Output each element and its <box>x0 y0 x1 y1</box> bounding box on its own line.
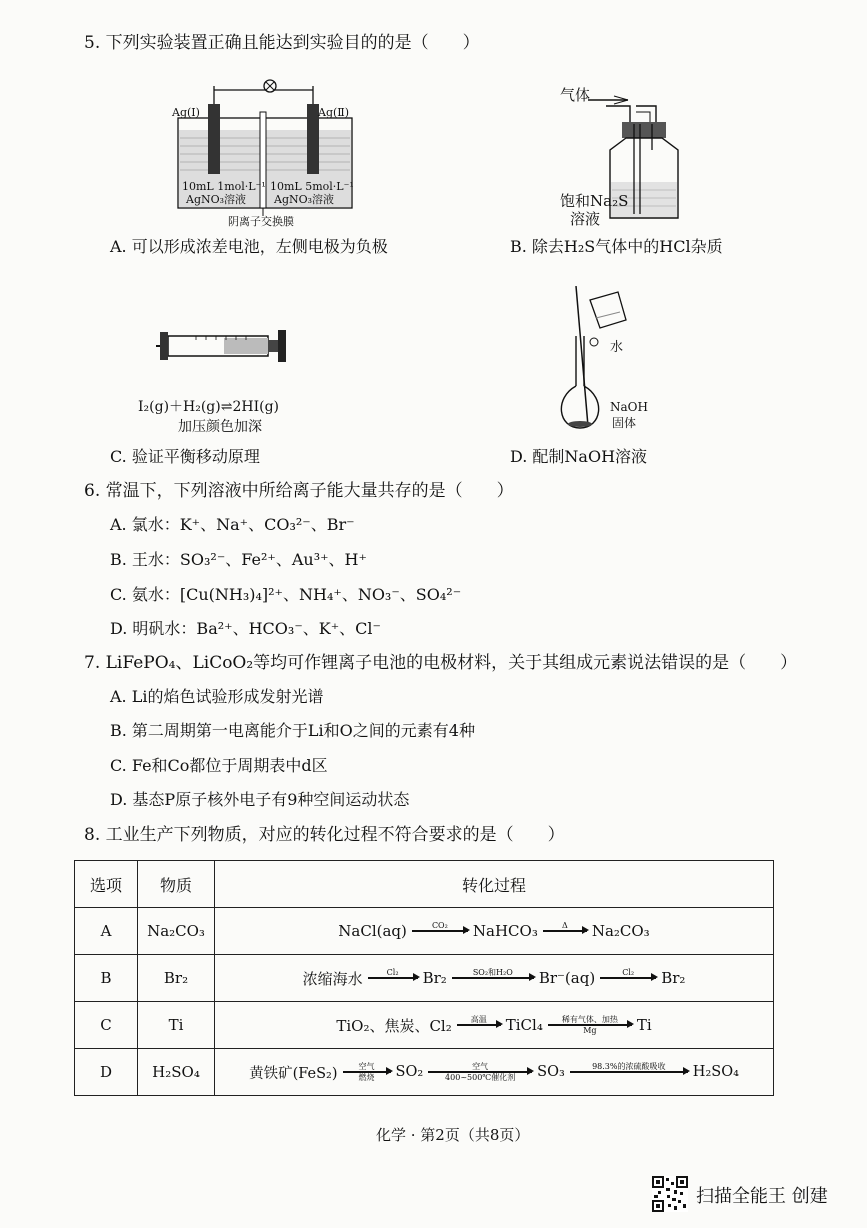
label-left-electrode: Ag(Ⅰ) <box>172 106 200 119</box>
arrow-label: Cl₂ <box>386 968 399 978</box>
arrow <box>570 1062 688 1081</box>
table-row <box>75 1002 774 1049</box>
label-water: 水 <box>610 340 624 355</box>
q6-option-c: C. 氨水：[Cu(NH₃)₄]²⁺、NH₄⁺、NO₃⁻、SO₄²⁻ <box>110 585 462 604</box>
row-b-s0: 浓缩海水 <box>302 969 363 988</box>
label-na2s: 饱和Na₂S <box>560 192 629 210</box>
q6-option-b: B. 王水：SO₃²⁻、Fe²⁺、Au³⁺、H⁺ <box>110 550 367 569</box>
beaker <box>590 292 626 328</box>
arrow-label: 98.3%的浓硫酸吸收 <box>592 1062 666 1072</box>
row-b-s3: Br₂ <box>661 969 686 987</box>
header-process: 转化过程 <box>215 861 774 908</box>
arrow <box>368 968 418 987</box>
arrow-label: 高温 <box>470 1015 487 1025</box>
label-left-solution: AgNO₃溶液 <box>186 193 247 206</box>
figure-concentration-cell <box>170 72 360 232</box>
row-c-substance: Ti <box>138 1002 215 1049</box>
row-d-s0: 黄铁矿(FeS₂) <box>249 1065 338 1082</box>
q5-option-c: C. 验证平衡移动原理 <box>110 447 260 466</box>
arrow <box>457 1015 501 1034</box>
table-header-row <box>75 861 774 908</box>
q7-option-c: C. Fe和Co都位于周期表中d区 <box>110 756 328 775</box>
label-na2s-solution: 溶液 <box>570 210 601 228</box>
row-c-process <box>215 1002 774 1049</box>
figure-syringe <box>156 326 296 370</box>
arrow-label: Cl₂ <box>622 968 635 978</box>
label-naoh-solid: 固体 <box>612 416 637 430</box>
arrow-label: 稀有气体、加热 <box>561 1015 618 1025</box>
arrow <box>543 921 587 940</box>
arrow-label: CO₂ <box>431 921 448 931</box>
arrow <box>600 968 656 987</box>
q7-stem: 7. LiFePO₄、LiCoO₂等均可作锂离子电池的电极材料，关于其组成元素说法错误的是（ ） <box>84 653 798 673</box>
label-left-solution-conc: 10mL 1mol·L⁻¹ <box>182 180 266 193</box>
row-d-substance: H₂SO₄ <box>138 1049 215 1096</box>
label-pressure-color: 加压颜色加深 <box>178 419 262 435</box>
row-b-option: B <box>75 955 138 1002</box>
qr-code-icon <box>652 1176 688 1212</box>
arrow-label: Δ <box>561 921 568 931</box>
glass-rod <box>576 286 588 426</box>
row-b-s2: Br⁻(aq) <box>538 969 596 987</box>
arrow-label: 空气 <box>358 1062 375 1072</box>
arrow-label: SO₂和H₂O <box>472 968 513 978</box>
row-a-s2: Na₂CO₃ <box>591 922 650 940</box>
q6-option-d: D. 明矾水：Ba²⁺、HCO₃⁻、K⁺、Cl⁻ <box>110 619 381 638</box>
label-right-solution: AgNO₃溶液 <box>274 193 335 206</box>
q5-option-a: A. 可以形成浓差电池，左侧电极为负极 <box>110 237 388 256</box>
header-substance: 物质 <box>138 861 215 908</box>
row-a-s1: NaHCO₃ <box>472 922 538 940</box>
row-b-s1: Br₂ <box>422 969 447 987</box>
row-d-option: D <box>75 1049 138 1096</box>
label-membrane: 阴离子交换膜 <box>228 215 294 228</box>
row-a-substance: Na₂CO₃ <box>138 908 215 955</box>
row-a-s0: NaCl(aq) <box>338 922 407 940</box>
arrow <box>428 1062 532 1081</box>
row-b-process <box>215 955 774 1002</box>
row-c-s1: TiCl₄ <box>505 1016 543 1034</box>
label-right-electrode: Ag(Ⅱ) <box>318 106 350 119</box>
arrow-label-below: 燃烧 <box>358 1072 375 1082</box>
arrow <box>548 1015 632 1034</box>
row-d-s2: SO₃ <box>537 1064 565 1080</box>
arrow-label-below: Mg <box>583 1025 597 1035</box>
row-a-process <box>215 908 774 955</box>
arrow-label-below: 400~500℃催化剂 <box>445 1072 516 1082</box>
arrow <box>343 1062 391 1081</box>
page-footer: 化学 · 第2页（共8页） <box>376 1126 530 1144</box>
q7-option-a: A. Li的焰色试验形成发射光谱 <box>110 687 324 706</box>
arrow-label: 空气 <box>472 1062 489 1072</box>
row-b-substance: Br₂ <box>138 955 215 1002</box>
row-c-option: C <box>75 1002 138 1049</box>
q5-option-b: B. 除去H₂S气体中的HCl杂质 <box>510 237 723 256</box>
row-a-option: A <box>75 908 138 955</box>
row-c-s0: TiO₂、焦炭、Cl₂ <box>336 1016 452 1035</box>
table-row <box>75 908 774 955</box>
q5-option-d: D. 配制NaOH溶液 <box>510 447 648 466</box>
row-c-s2: Ti <box>636 1016 652 1034</box>
table-row <box>75 955 774 1002</box>
arrow <box>412 921 468 940</box>
label-right-solution-conc: 10mL 5mol·L⁻¹ <box>270 180 354 193</box>
equation-hi: I₂(g)＋H₂(g)⇌2HI(g) <box>138 399 279 415</box>
q7-option-b: B. 第二周期第一电离能介于Li和O之间的元素有4种 <box>110 721 475 740</box>
label-naoh: NaOH <box>610 400 648 414</box>
row-d-s1: SO₂ <box>395 1064 424 1080</box>
label-gas: 气体 <box>560 86 591 104</box>
q7-option-d: D. 基态P原子核外电子有9种空间运动状态 <box>110 790 410 809</box>
q6-option-a: A. 氯水：K⁺、Na⁺、CO₃²⁻、Br⁻ <box>110 515 355 534</box>
row-d-process <box>215 1049 774 1096</box>
q6-stem: 6. 常温下，下列溶液中所给离子能大量共存的是（ ） <box>84 481 514 501</box>
header-option: 选项 <box>75 861 138 908</box>
arrow <box>452 968 534 987</box>
q8-stem: 8. 工业生产下列物质，对应的转化过程不符合要求的是（ ） <box>84 825 565 845</box>
table-row <box>75 1049 774 1096</box>
scanner-watermark: 扫描全能王 创建 <box>696 1186 828 1207</box>
q8-table <box>74 860 774 1096</box>
row-d-s3: H₂SO₄ <box>692 1064 739 1080</box>
q5-stem: 5. 下列实验装置正确且能达到实验目的的是（ ） <box>84 33 480 53</box>
